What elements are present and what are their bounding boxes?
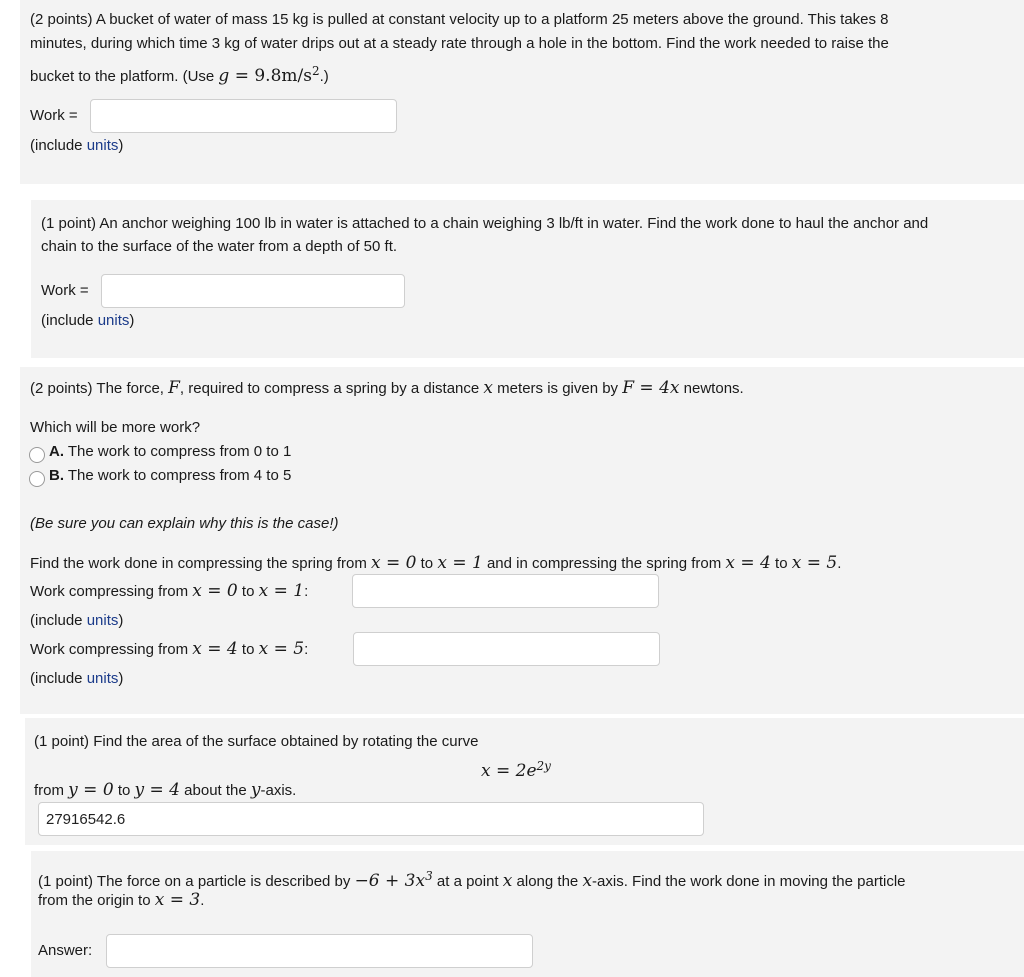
units-link[interactable]: units: [86, 137, 119, 154]
problem-5-text-line-1: (1 point) The force on a particle is described by $-6 + 3x^3$ at a point x along the x-axis. Find the work done in moving the particle: [38, 869, 906, 891]
work-0-to-1-label: Work compressing from x = 0 to x = 1:: [30, 581, 309, 601]
include-units-note: (include units): [41, 312, 135, 329]
work-label: Work =: [41, 282, 89, 299]
problem-3-intro: (2 points) The force, F, required to compress a spring by a distance x meters is given by F = 4x newtons.: [30, 378, 744, 398]
which-question: Which will be more work?: [30, 419, 201, 436]
option-b-radio[interactable]: [29, 471, 45, 487]
problem-5-text-line-2: from the origin to x = 3.: [38, 890, 205, 910]
option-a-radio[interactable]: [29, 447, 45, 463]
include-units-note: (include units): [30, 612, 124, 629]
problem-4-bounds: from y = 0 to y = 4 about the y-axis.: [34, 780, 297, 800]
work-4-to-5-input[interactable]: [353, 632, 660, 666]
problem-1-text-line-1: (2 points) A bucket of water of mass 15 kg is pulled at constant velocity up to a platform 25 meters above the ground. This takes 8: [30, 11, 889, 28]
find-work-instruction: Find the work done in compressing the spring from x = 0 to x = 1 and in compressing the spring from x = 4 to x = 5.: [30, 553, 842, 573]
problem-2-work-input[interactable]: [101, 274, 405, 308]
option-a-label[interactable]: A. The work to compress from 0 to 1: [49, 443, 292, 460]
include-units-note: (include units): [30, 670, 124, 687]
problem-1-text-line-2: minutes, during which time 3 kg of water drips out at a steady rate through a hole in the bottom. Find the work needed to raise the: [30, 35, 889, 52]
include-units-note: (include units): [30, 137, 124, 154]
problem-1-work-input[interactable]: [90, 99, 397, 133]
answer-label: Answer:: [38, 942, 93, 959]
problem-2-text-line-1: (1 point) An anchor weighing 100 lb in water is attached to a chain weighing 3 lb/ft in water. Find the work done to haul the anchor and: [41, 215, 929, 232]
option-b-label[interactable]: B. The work to compress from 4 to 5: [49, 467, 292, 484]
surface-area-answer-input[interactable]: [38, 802, 704, 836]
units-link[interactable]: units: [86, 612, 119, 629]
units-link[interactable]: units: [86, 670, 119, 687]
problem-5-answer-input[interactable]: [106, 934, 533, 968]
units-link[interactable]: units: [97, 312, 130, 329]
work-4-to-5-label: Work compressing from x = 4 to x = 5:: [30, 639, 309, 659]
problem-1-text-line-3: bucket to the platform. (Use $g = 9.8m/s^2$.): [30, 64, 329, 86]
work-0-to-1-input[interactable]: [352, 574, 659, 608]
problem-4-text: (1 point) Find the area of the surface obtained by rotating the curve: [34, 733, 479, 750]
curve-equation: $x = 2e^{2y}$: [481, 759, 551, 781]
work-label: Work =: [30, 107, 78, 124]
problem-2-text-line-2: chain to the surface of the water from a depth of 50 ft.: [41, 238, 398, 255]
explain-note: (Be sure you can explain why this is the case!): [30, 515, 339, 532]
